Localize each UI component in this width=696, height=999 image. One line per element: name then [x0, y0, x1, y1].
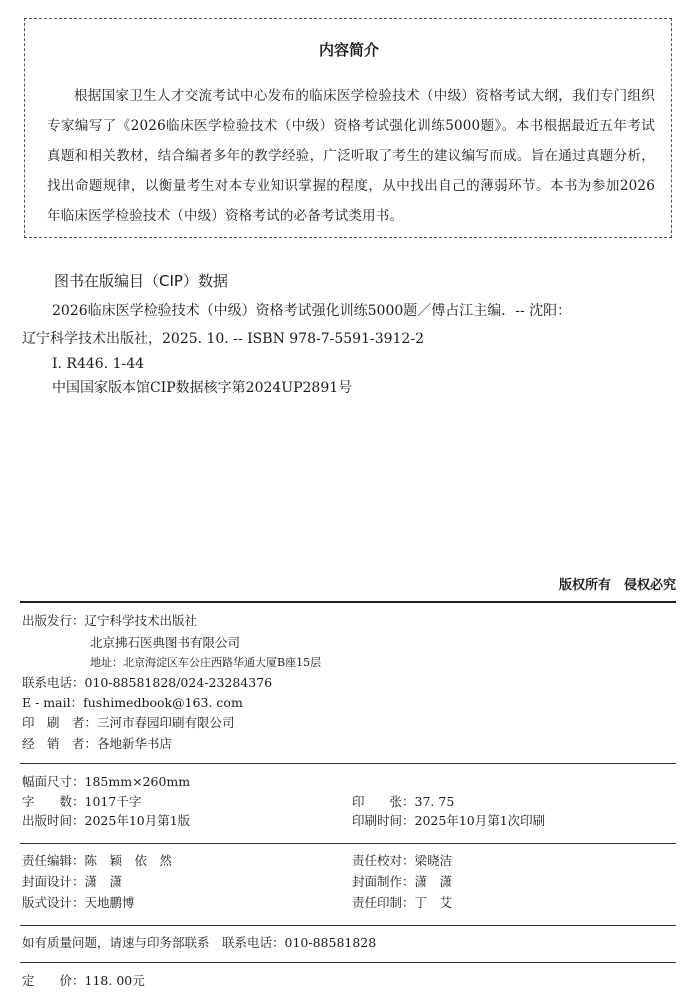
phone-value: 010-88581828/024-23284376 — [84, 675, 273, 690]
summary-body: 根据国家卫生人才交流考试中心发布的临床医学检验技术（中级）资格考试大纲，我们专门组织专家编写了《2026临床医学检验技术（中级）资格考试强化训练5000题》。本书根据最近五年考试真题和相关教材，结合编者多年的教学经验，广泛听取了考生的建议编写而成。旨在通过真题分析，找出命题规律，以衡量考生对本专业知识掌握的程度，从中找出自己的薄弱环节。本书为参加2026年临床医学检验技术（中级）资格考试的必备考试类用书。 — [47, 88, 655, 224]
print-date-label: 印刷时间： — [352, 813, 415, 828]
distributor-label: 经 销 者： — [22, 736, 98, 751]
publisher-row — [22, 612, 197, 630]
cover-design-value: 潇 潇 — [84, 874, 123, 889]
cover-production-label: 封面制作： — [352, 874, 415, 889]
email-value: fushimedbook@163. com — [83, 695, 243, 710]
publisher-value: 辽宁科学技术出版社 — [84, 613, 198, 628]
format-label: 幅面尺寸： — [22, 774, 85, 789]
cip-line-3: Ⅰ. R446. 1-44 — [52, 356, 145, 372]
words-value: 1017千字 — [84, 794, 142, 809]
print-manager-value: 丁 艾 — [414, 895, 453, 910]
layout-design-value: 天地鹏博 — [84, 895, 135, 910]
editor-row — [22, 852, 172, 870]
pub-date-value: 2025年10月第1版 — [84, 813, 191, 828]
printer-value: 三河市春园印刷有限公司 — [97, 715, 235, 730]
rights-notice: 版权所有 侵权必究 — [558, 578, 676, 593]
proofreader-label: 责任校对： — [352, 853, 415, 868]
editor-label: 责任编辑： — [22, 853, 85, 868]
price-row — [22, 972, 145, 990]
layout-design-label: 版式设计： — [22, 895, 85, 910]
layout-design-row — [22, 894, 135, 912]
cover-production-row — [352, 873, 452, 891]
cover-production-value: 潇 潇 — [414, 874, 453, 889]
printer-label: 印 刷 者： — [22, 715, 98, 730]
cip-line-1: 2026临床医学检验技术（中级）资格考试强化训练5000题／傅占江主编．-- 沈阳： — [52, 303, 572, 319]
email-label: E - mail： — [22, 695, 84, 710]
divider — [20, 763, 676, 764]
cip-line-2: 辽宁科学技术出版社，2025. 10. -- ISBN 978-7-5591-3912-2 — [22, 331, 424, 347]
publisher-address: 地址：北京海淀区车公庄西路华通大厦B座15层 — [90, 656, 322, 669]
cover-design-label: 封面设计： — [22, 874, 85, 889]
cover-design-row — [22, 873, 122, 891]
editor-value: 陈 颖 依 然 — [84, 853, 173, 868]
price-value: 118. 00元 — [84, 973, 145, 988]
distributor-value: 各地新华书店 — [97, 736, 173, 751]
summary-title: 内容简介 — [318, 41, 379, 59]
price-label: 定 价： — [22, 973, 85, 988]
print-date-value: 2025年10月第1次印刷 — [414, 813, 546, 828]
print-manager-label: 责任印制： — [352, 895, 415, 910]
proofreader-value: 梁晓洁 — [414, 853, 453, 868]
print-manager-row — [352, 894, 452, 912]
words-row — [22, 793, 141, 811]
cip-heading: 图书在版编目（CIP）数据 — [54, 272, 228, 290]
print-date-row — [352, 812, 545, 830]
proofreader-row — [352, 852, 452, 870]
printer-row — [22, 714, 235, 732]
quality-notice: 如有质量问题，请速与印务部联系 联系电话：010-88581828 — [22, 935, 377, 950]
format-value: 185mm×260mm — [84, 774, 191, 789]
pub-date-row — [22, 812, 190, 830]
content-summary-box — [24, 18, 672, 238]
divider — [20, 601, 676, 603]
format-row — [22, 773, 190, 791]
co-publisher: 北京拂石医典图书有限公司 — [90, 635, 241, 650]
divider — [20, 962, 676, 963]
words-label: 字 数： — [22, 794, 85, 809]
distributor-row — [22, 735, 172, 753]
phone-label: 联系电话： — [22, 675, 85, 690]
cip-line-4: 中国国家版本馆CIP数据核字第2024UP2891号 — [52, 380, 353, 396]
phone-row — [22, 674, 272, 692]
publisher-label: 出版发行： — [22, 613, 85, 628]
email-row — [22, 694, 243, 712]
sheets-value: 37. 75 — [414, 794, 455, 809]
sheets-row — [352, 793, 454, 811]
divider — [20, 925, 676, 926]
divider — [20, 843, 676, 844]
pub-date-label: 出版时间： — [22, 813, 85, 828]
sheets-label: 印 张： — [352, 794, 415, 809]
